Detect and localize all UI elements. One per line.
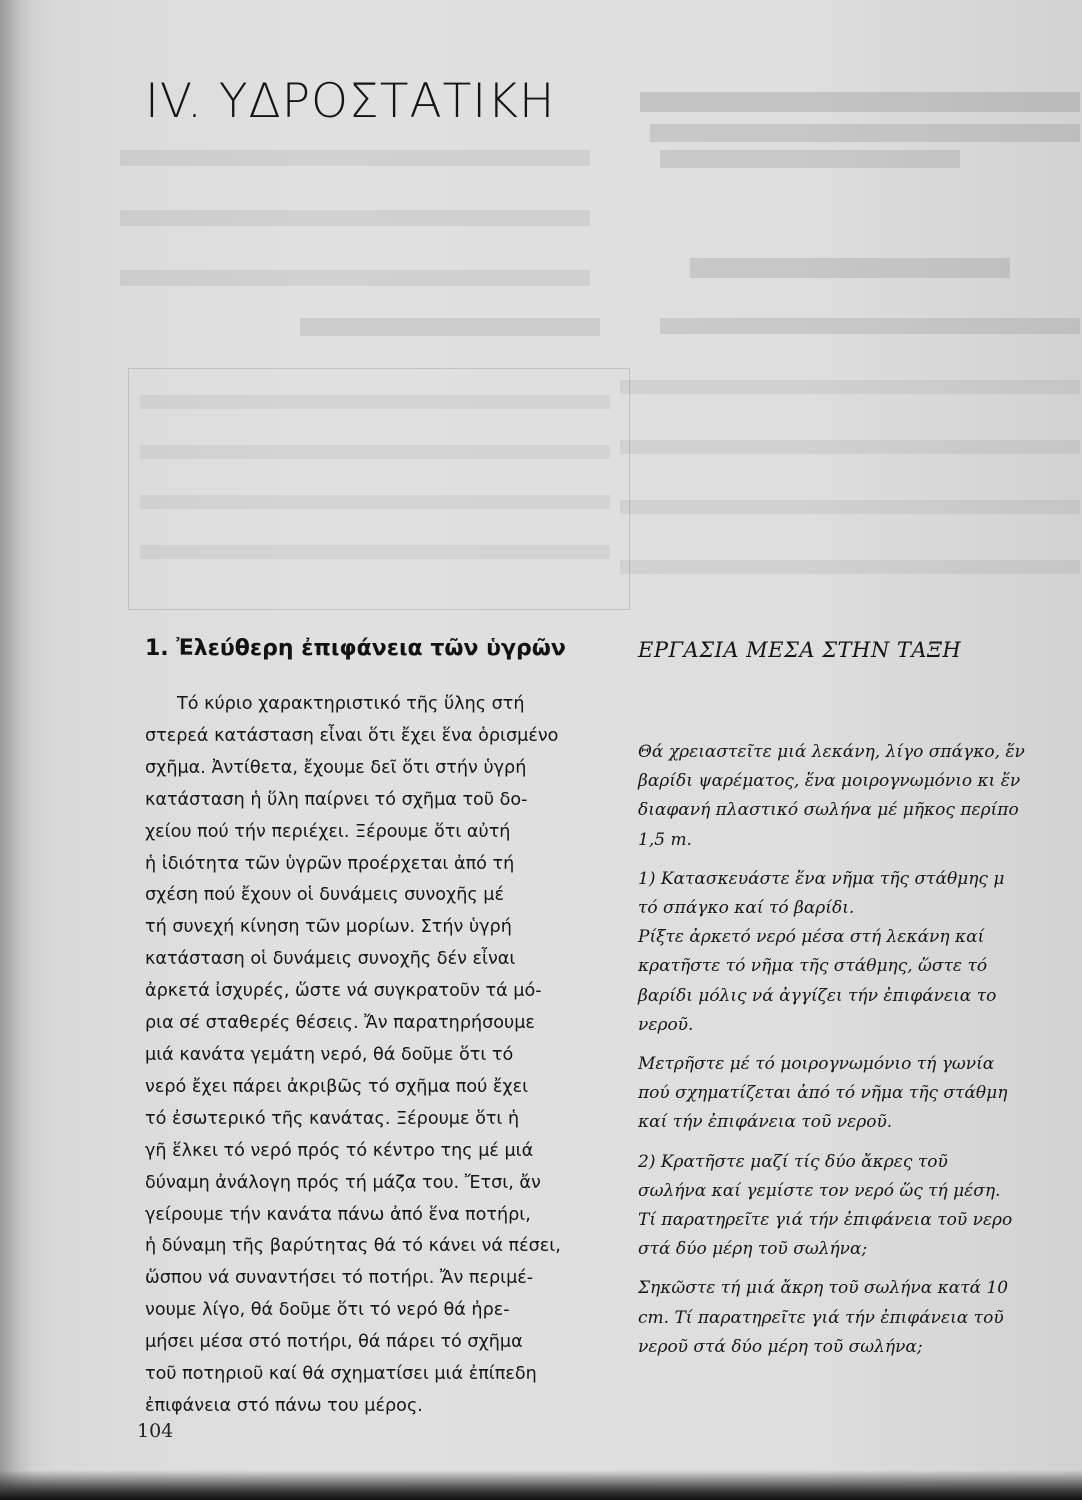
text-line: κατάσταση οἱ δυνάμεις συνοχῆς δέν εἶναι (145, 949, 516, 970)
text-line: κατάσταση ἡ ὕλη παίρνει τό σχῆμα τοῦ δο- (145, 789, 528, 810)
bleed-through-line (120, 210, 590, 226)
text-line: στά δύο μέρη τοῦ σωλήνα; (638, 1239, 868, 1260)
text-line: πού σχηματίζεται ἀπό τό νῆμα τῆς στάθμη (638, 1083, 1008, 1104)
text-line: σχῆμα. Ἀντίθετα, ἔχουμε δεῖ ὅτι στήν ὑγρή (145, 757, 527, 778)
text-line: στερεά κατάσταση εἶναι ὅτι ἔχει ἕνα ὁρισμένο (145, 725, 559, 746)
text-line: Τί παρατηρεῖτε γιά τήν ἐπιφάνεια τοῦ νερο (638, 1210, 1013, 1231)
activity-paragraph (638, 1148, 1078, 1265)
bleed-through-line (140, 445, 610, 459)
text-line: 1) Κατασκευάστε ἕνα νῆμα τῆς στάθμης μ (638, 868, 1005, 889)
text-line: Θά χρειαστεῖτε μιά λεκάνη, λίγο σπάγκο, ἕν (638, 742, 1025, 762)
text-line: Μετρῆστε μέ τό μοιρογνωμόνιο τή γωνία (638, 1054, 995, 1075)
text-line: μιά κανάτα γεμάτη νερό, θά δοῦμε ὅτι τό (145, 1044, 514, 1065)
text-line: νερό ἔχει πάρει ἀκριβῶς τό σχῆμα πού ἔχει (145, 1076, 529, 1097)
bleed-through-line (140, 545, 610, 559)
text-line: βαρίδι ψαρέματος, ἕνα μοιρογνωμόνιο κι ἕν (638, 771, 1021, 792)
text-line: ὥσπου νά συναντήσει τό ποτήρι. Ἄν περιμέ- (145, 1268, 534, 1289)
text-line: cm. Τί παρατηρεῖτε γιά τήν ἐπιφάνεια τοῦ (638, 1307, 1004, 1328)
bleed-through-line (660, 318, 1080, 334)
text-line: διαφανή πλαστικό σωλήνα μέ μῆκος περίπο (638, 800, 1019, 821)
bleed-through-line (120, 270, 590, 286)
text-line: ἡ δύναμη τῆς βαρύτητας θά τό κάνει νά πέσει, (145, 1236, 561, 1257)
text-line: ρια σέ σταθερές θέσεις. Ἄν παρατηρήσουμε (145, 1013, 535, 1034)
page-binding-shadow (0, 0, 34, 1500)
text-line: σωλήνα καί γεμίστε τον νερό ὥς τή μέση. (638, 1180, 1001, 1201)
bleed-through-line (620, 380, 1080, 394)
text-line: νουμε λίγο, θά δοῦμε ὅτι τό νερό θά ἠρε- (145, 1300, 510, 1321)
text-line: γείρουμε τήν κανάτα πάνω ἀπό ἕνα ποτήρι, (145, 1204, 531, 1225)
bleed-through-line (690, 258, 1010, 278)
section-heading: 1. Ἐλεύθερη ἐπιφάνεια τῶν ὑγρῶν (145, 636, 566, 661)
text-line: Ρίξτε ἀρκετό νερό μέσα στή λεκάνη καί (638, 927, 985, 948)
bleed-through-box (128, 368, 630, 610)
text-line: χείου πού τήν περιέχει. Ξέρουμε ὅτι αὐτή (145, 821, 511, 842)
bleed-through-line (620, 440, 1080, 454)
text-line: δύναμη ἀνάλογη πρός τή μάζα του. Ἔτσι, ἄν (145, 1172, 541, 1193)
bleed-through-line (140, 395, 610, 409)
text-line: ἡ ἰδιότητα τῶν ὑγρῶν προέρχεται ἀπό τή (145, 853, 515, 874)
bleed-through-line (620, 500, 1080, 514)
page-number: 104 (137, 1420, 174, 1442)
text-line: ἀρκετά ἰσχυρές, ὥστε νά συγκρατοῦν τά μό- (145, 981, 542, 1002)
text-line: Σηκῶστε τή μιά ἄκρη τοῦ σωλήνα κατά 10 (638, 1278, 1009, 1299)
text-line: ἐπιφάνεια στό πάνω του μέρος. (145, 1395, 423, 1416)
bleed-through-line (660, 150, 960, 168)
text-line: νεροῦ. (638, 1014, 694, 1035)
activity-paragraph (638, 1274, 1078, 1362)
text-line: καί τήν ἐπιφάνεια τοῦ νεροῦ. (638, 1112, 893, 1133)
text-line: τό σπάγκο καί τό βαρίδι. (638, 898, 855, 919)
text-line: 2) Κρατῆστε μαζί τίς δύο ἄκρες τοῦ (638, 1151, 948, 1172)
text-line: νεροῦ στά δύο μέρη τοῦ σωλήνα; (638, 1336, 923, 1357)
activity-paragraph (638, 738, 1078, 855)
bleed-through-line (120, 150, 590, 166)
bleed-through-line (620, 560, 1080, 574)
chapter-title: IV. ΥΔΡΟΣΤΑΤΙΚΗ (145, 74, 556, 129)
activity-heading: ΕΡΓΑΣΙΑ ΜΕΣΑ ΣΤΗΝ ΤΑΞΗ (638, 638, 962, 662)
text-line: τή συνεχή κίνηση τῶν μορίων. Στήν ὑγρή (145, 917, 512, 938)
text-line: τό ἐσωτερικό τῆς κανάτας. Ξέρουμε ὅτι ἡ (145, 1108, 520, 1129)
text-line: τοῦ ποτηριοῦ καί θά σχηματίσει μιά ἐπίπεδη (145, 1364, 537, 1385)
bleed-through-line (650, 124, 1080, 142)
body-text (145, 689, 603, 1423)
activity-paragraph (638, 1050, 1078, 1138)
text-line: γῆ ἕλκει τό νερό πρός τό κέντρο της μέ μιά (145, 1140, 534, 1161)
bleed-through-line (640, 92, 1080, 112)
bleed-through-line (140, 495, 610, 509)
text-line: μήσει μέσα στό ποτήρι, θά πάρει τό σχῆμα (145, 1332, 523, 1353)
text-line: κρατῆστε τό νῆμα τῆς στάθμης, ὥστε τό (638, 956, 988, 977)
text-line: Τό κύριο χαρακτηριστικό τῆς ὕλης στή (177, 694, 525, 714)
activity-text (638, 738, 1078, 1372)
activity-paragraph (638, 865, 1078, 1040)
page-bottom-shadow (0, 1470, 1082, 1500)
text-line: σχέση πού ἔχουν οἱ δυνάμεις συνοχῆς μέ (145, 885, 504, 906)
text-line: 1,5 m. (638, 829, 692, 850)
text-line: βαρίδι μόλις νά ἀγγίζει τήν ἐπιφάνεια το (638, 985, 997, 1006)
bleed-through-line (300, 318, 600, 336)
